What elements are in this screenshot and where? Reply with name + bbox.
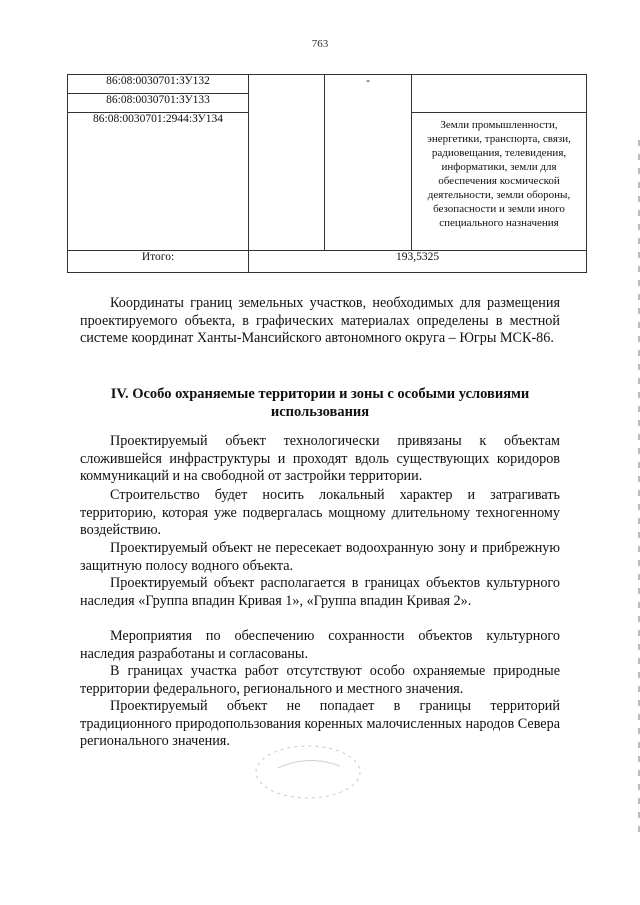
land-category-cell: Земли промышленности, энергетики, транспорта, связи, радиовещания, телевидения, информатики, земли для обеспечения космической деятельности, земли обороны, безопасности и земли иного специального назначения [412, 113, 587, 250]
table-total-row [68, 250, 587, 272]
page-number: 763 [311, 38, 329, 50]
paragraph: Проектируемый объект технологически привязаны к объектам сложившейся инфраструктуры и проходят вдоль существующих коридоров коммуникаций и на свободной от застройки территории. [80, 433, 560, 484]
empty-cell [412, 75, 587, 113]
section-heading: IV. Особо охраняемые территории и зоны с особыми условиями использования [110, 386, 530, 420]
paragraph: В границах участка работ отсутствуют особо охраняемые природные территории федерального, регионального и местного значения. [80, 663, 560, 697]
parcel-cell: 86:08:0030701:2944:ЗУ134 [68, 113, 249, 250]
table-row [68, 75, 587, 94]
dash-cell: - [325, 75, 412, 251]
paragraph: Строительство будет носить локальный характер и затрагивать территорию, которая уже подвергалась мощному длительному техногенному воздействию. [80, 487, 560, 538]
land-parcels-table [67, 74, 587, 273]
empty-cell [249, 75, 325, 251]
total-label: Итого: [68, 250, 249, 272]
paragraph: Проектируемый объект располагается в границах объектов культурного наследия «Группа впадин Кривая 1», «Группа впадин Кривая 2». [80, 575, 560, 609]
paragraph: Проектируемый объект не попадает в границы территорий традиционного природопользования коренных малочисленных народов Севера регионального значения. [80, 698, 560, 749]
paragraph: Мероприятия по обеспечению сохранности объектов культурного наследия разработаны и согласованы. [80, 628, 560, 662]
parcel-cell: 86:08:0030701:ЗУ133 [68, 94, 249, 113]
total-value: 193,5325 [249, 250, 587, 272]
intro-paragraph: Координаты границ земельных участков, необходимых для размещения проектируемого объекта, в графических материалах определены в местной системе координат Ханты-Мансийского автономного округа – Югры МСК-86. [80, 295, 560, 346]
paragraph: Проектируемый объект не пересекает водоохранную зону и прибрежную защитную полосу водного объекта. [80, 540, 560, 574]
parcel-cell: 86:08:0030701:ЗУ132 [68, 75, 249, 94]
